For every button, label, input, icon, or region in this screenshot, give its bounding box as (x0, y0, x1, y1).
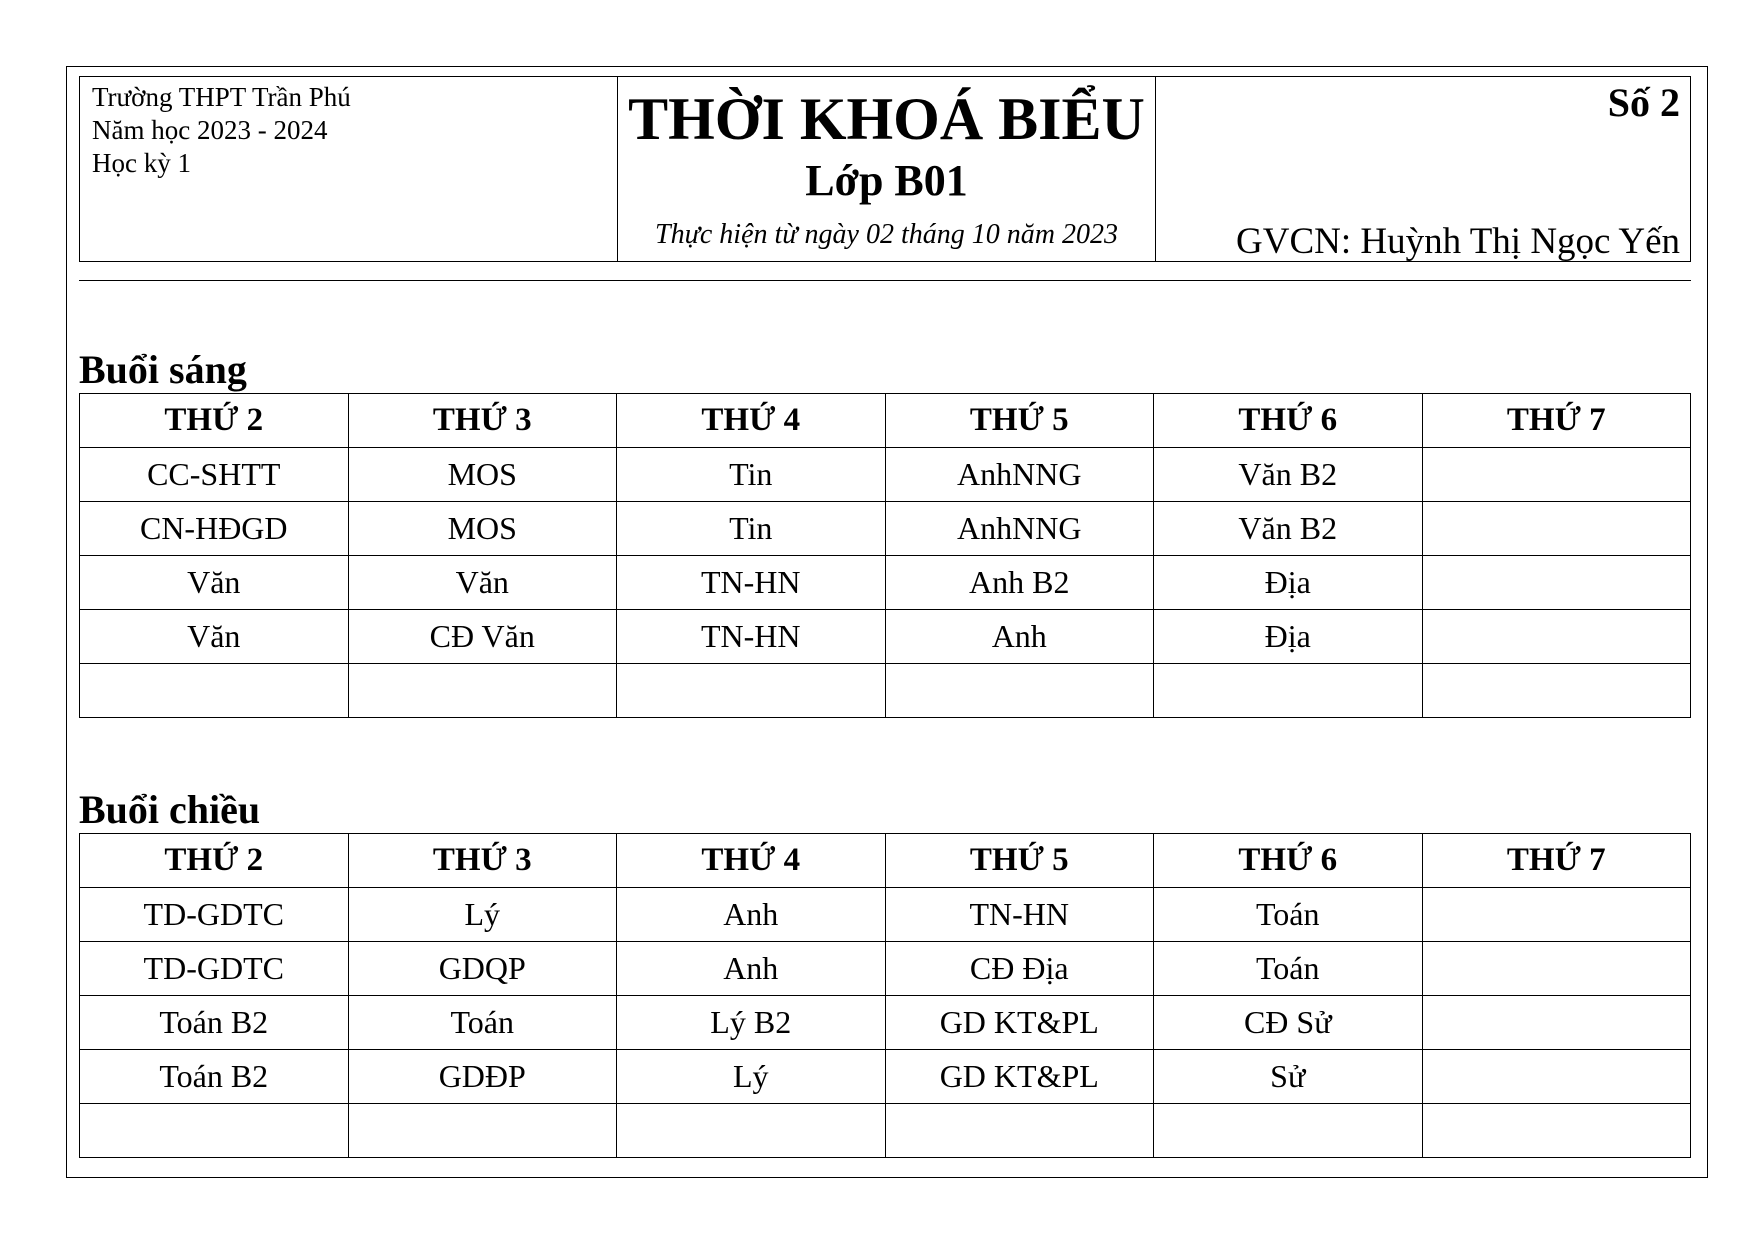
lesson-cell: CĐ Văn (348, 610, 617, 664)
lesson-cell: Sử (1154, 1050, 1423, 1104)
day-header: THỨ 4 (617, 834, 886, 888)
semester: Học kỳ 1 (92, 148, 191, 178)
period-row (80, 888, 1691, 942)
lesson-cell (1154, 1104, 1423, 1158)
period-row (80, 502, 1691, 556)
lesson-cell: GD KT&PL (885, 996, 1154, 1050)
morning-timetable (79, 393, 1691, 718)
day-header: THỨ 2 (80, 834, 349, 888)
lesson-cell: CĐ Sử (1154, 996, 1423, 1050)
school-name: Trường THPT Trần Phú (92, 82, 351, 112)
day-header-row (80, 834, 1691, 888)
page-title: THỜI KHOÁ BIỂU (628, 86, 1145, 152)
lesson-cell: TD-GDTC (80, 942, 349, 996)
lesson-cell: Lý B2 (617, 996, 886, 1050)
lesson-cell (80, 664, 349, 718)
lesson-cell: CĐ Địa (885, 942, 1154, 996)
lesson-cell: TN-HN (617, 556, 886, 610)
lesson-cell: TN-HN (885, 888, 1154, 942)
lesson-cell: Anh (885, 610, 1154, 664)
title-block (618, 77, 1156, 261)
document-number: Số 2 (1607, 80, 1680, 125)
lesson-cell: AnhNNG (885, 502, 1154, 556)
day-header-row (80, 394, 1691, 448)
class-name: Lớp B01 (805, 156, 968, 205)
lesson-cell: MOS (348, 502, 617, 556)
lesson-cell (1422, 996, 1691, 1050)
lesson-cell: Anh B2 (885, 556, 1154, 610)
day-header: THỨ 6 (1154, 834, 1423, 888)
lesson-cell: Văn (80, 556, 349, 610)
lesson-cell: Văn B2 (1154, 448, 1423, 502)
lesson-cell (1422, 610, 1691, 664)
lesson-cell: Toán (348, 996, 617, 1050)
period-row (80, 996, 1691, 1050)
school-year: Năm học 2023 - 2024 (92, 115, 328, 145)
lesson-cell (348, 1104, 617, 1158)
lesson-cell (348, 664, 617, 718)
lesson-cell: MOS (348, 448, 617, 502)
document-info (1156, 77, 1690, 261)
lesson-cell (1422, 942, 1691, 996)
lesson-cell: TN-HN (617, 610, 886, 664)
lesson-cell: Địa (1154, 610, 1423, 664)
lesson-cell: Tin (617, 448, 886, 502)
lesson-cell: Địa (1154, 556, 1423, 610)
day-header: THỨ 3 (348, 394, 617, 448)
day-header: THỨ 6 (1154, 394, 1423, 448)
period-row (80, 448, 1691, 502)
lesson-cell: Toán B2 (80, 1050, 349, 1104)
period-row (80, 1104, 1691, 1158)
morning-title: Buổi sáng (79, 347, 247, 392)
day-header: THỨ 5 (885, 394, 1154, 448)
period-row (80, 664, 1691, 718)
lesson-cell: CN-HĐGD (80, 502, 349, 556)
lesson-cell (1422, 664, 1691, 718)
lesson-cell (1422, 1050, 1691, 1104)
lesson-cell: AnhNNG (885, 448, 1154, 502)
lesson-cell (885, 1104, 1154, 1158)
day-header: THỨ 5 (885, 834, 1154, 888)
lesson-cell (1422, 1104, 1691, 1158)
day-header: THỨ 4 (617, 394, 886, 448)
lesson-cell: TD-GDTC (80, 888, 349, 942)
lesson-cell: Toán B2 (80, 996, 349, 1050)
lesson-cell (617, 1104, 886, 1158)
period-row (80, 1050, 1691, 1104)
day-header: THỨ 3 (348, 834, 617, 888)
lesson-cell: Toán (1154, 888, 1423, 942)
period-row (80, 610, 1691, 664)
lesson-cell (1154, 664, 1423, 718)
lesson-cell: Văn (348, 556, 617, 610)
lesson-cell (617, 664, 886, 718)
lesson-cell (1422, 448, 1691, 502)
lesson-cell (1422, 888, 1691, 942)
lesson-cell: Lý (348, 888, 617, 942)
lesson-cell: Tin (617, 502, 886, 556)
lesson-cell: GD KT&PL (885, 1050, 1154, 1104)
day-header: THỨ 7 (1422, 394, 1691, 448)
day-header: THỨ 2 (80, 394, 349, 448)
lesson-cell: CC-SHTT (80, 448, 349, 502)
lesson-cell (1422, 556, 1691, 610)
lesson-cell: Văn (80, 610, 349, 664)
lesson-cell: GDQP (348, 942, 617, 996)
day-header: THỨ 7 (1422, 834, 1691, 888)
lesson-cell: Văn B2 (1154, 502, 1423, 556)
lesson-cell: Lý (617, 1050, 886, 1104)
afternoon-timetable (79, 833, 1691, 1158)
header-box (79, 76, 1691, 262)
lesson-cell: Anh (617, 888, 886, 942)
lesson-cell: Anh (617, 942, 886, 996)
lesson-cell (80, 1104, 349, 1158)
afternoon-title: Buổi chiều (79, 787, 261, 832)
header-divider (79, 280, 1691, 281)
school-info (80, 77, 618, 261)
effective-date: Thực hiện từ ngày 02 tháng 10 năm 2023 (655, 219, 1118, 250)
period-row (80, 942, 1691, 996)
lesson-cell (1422, 502, 1691, 556)
period-row (80, 556, 1691, 610)
lesson-cell (885, 664, 1154, 718)
lesson-cell: Toán (1154, 942, 1423, 996)
homeroom-teacher: GVCN: Huỳnh Thị Ngọc Yến (1236, 221, 1680, 262)
lesson-cell: GDĐP (348, 1050, 617, 1104)
